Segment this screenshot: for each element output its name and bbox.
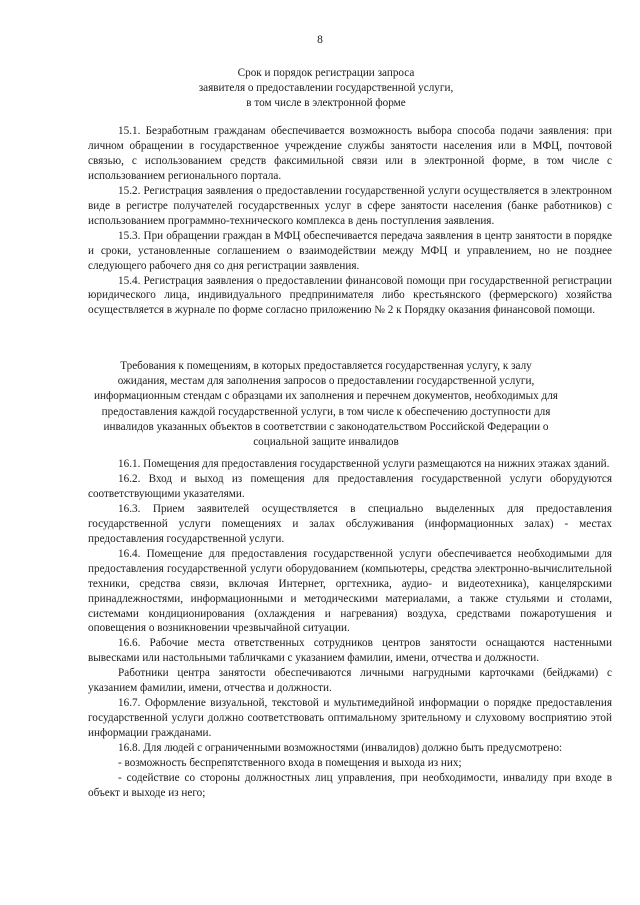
paragraph-16-3: 16.3. Прием заявителей осуществляется в специально выделенных для предоставления государственной услуги помещениях и залах обслуживания (информационных залах) - местах предоставления государственной услуги. <box>88 502 612 545</box>
paragraph-16-8: 16.8. Для людей с ограниченными возможностями (инвалидов) должно быть предусмотрено: <box>118 742 563 755</box>
paragraph-15-3: 15.3. При обращении граждан в МФЦ обеспечивается передача заявления в центр занятости в порядке и сроки, установленные соглашением о взаимодействии между МФЦ и управлением, но не позднее следующего рабочего дня со дня регистрации заявления. <box>88 229 612 272</box>
section-15-body <box>88 124 612 318</box>
paragraph-badges: Работники центра занятости обеспечиваются личными нагрудными карточками (бейджами) с указанием фамилии, имени, отчества и должности. <box>88 667 612 695</box>
paragraph-15-4: 15.4. Регистрация заявления о предоставлении финансовой помощи при государственной регистрации юридического лица, индивидуального предпринимателя либо крестьянского (фермерского) хозяйства осуществляется в журнале по форме согласно приложению № 2 к Порядку оказания финансовой помощи. <box>88 274 612 317</box>
heading-line: заявителя о предоставлении государственной услуги, <box>198 82 454 95</box>
heading-line: информационным стендам с образцами их заполнения и перечнем документов, необходимых для <box>94 390 558 403</box>
section-16-body <box>88 457 612 801</box>
list-item: - возможность беспрепятственного входа в помещения и выхода из них; <box>118 757 462 770</box>
section-16-heading <box>88 359 564 450</box>
paragraph-16-1: 16.1. Помещения для предоставления государственной услуги размещаются на нижних этажах зданий. <box>118 458 610 470</box>
heading-line: предоставления каждой государственной услуги, в том числе к обеспечению доступности для <box>101 405 551 418</box>
paragraph-16-4: 16.4. Помещение для предоставления государственной услуги обеспечивается необходимыми для предоставления государственной услуги оборудованием (компьютеры, средства электронно-вычислительной техники, средства связи, включая Интернет, оргтехника, аудио- и видеотехника), канцелярскими принадлежностями, информационными и методическими материалами, а также стульями и столами, системами кондиционирования (охлаждения и нагревания) воздуха, средствами пожаротушения и оповещения о возникновении чрезвычайной ситуации. <box>88 547 612 635</box>
page-number: 8 <box>317 34 323 46</box>
paragraph-16-7: 16.7. Оформление визуальной, текстовой и мультимедийной информации о порядке предоставления государственной услуги должно соответствовать оптимальному зрительному и слуховому восприятию этой информации гражданами. <box>88 697 612 740</box>
list-item: - содействие со стороны должностных лиц управления, при необходимости, инвалиду при входе в объект и выходе из него; <box>88 772 612 799</box>
paragraph-16-6: 16.6. Рабочие места ответственных сотрудников центров занятости оснащаются настенными вывесками или настольными табличками с указанием фамилии, имени, отчества и должности. <box>88 637 612 665</box>
paragraph-16-2: 16.2. Вход и выход из помещения для предоставления государственной услуги оборудуются соответствующими указателями. <box>88 472 612 500</box>
heading-line: в том числе в электронной форме <box>246 97 406 110</box>
heading-line: Срок и порядок регистрации запроса <box>237 67 415 79</box>
heading-line: Требования к помещениям, в которых предоставляется государственная услугу, к залу <box>120 360 532 372</box>
section-15-heading <box>88 66 564 112</box>
heading-line: ожидания, местам для заполнения запросов о предоставлении государственной услуги, <box>117 375 535 388</box>
heading-line: социальной защите инвалидов <box>253 436 399 449</box>
heading-line: инвалидов указанных объектов в соответствии с законодательством Российской Федерации о <box>103 420 549 433</box>
paragraph-15-2: 15.2. Регистрация заявления о предоставлении государственной услуги осуществляется в электронном виде в регистре получателей государственных услуг в сфере занятости населения (банке работников) с использованием программно-технического комплекса в день поступления заявления. <box>88 184 612 227</box>
paragraph-15-1: 15.1. Безработным гражданам обеспечивается возможность выбора способа подачи заявления: при личном обращении в государственное учреждение службы занятости населения или в МФЦ, почтовой связью, с использованием средств факсимильной связи или в электронной форме, в том числе с использованием регионального портала. <box>88 125 612 182</box>
